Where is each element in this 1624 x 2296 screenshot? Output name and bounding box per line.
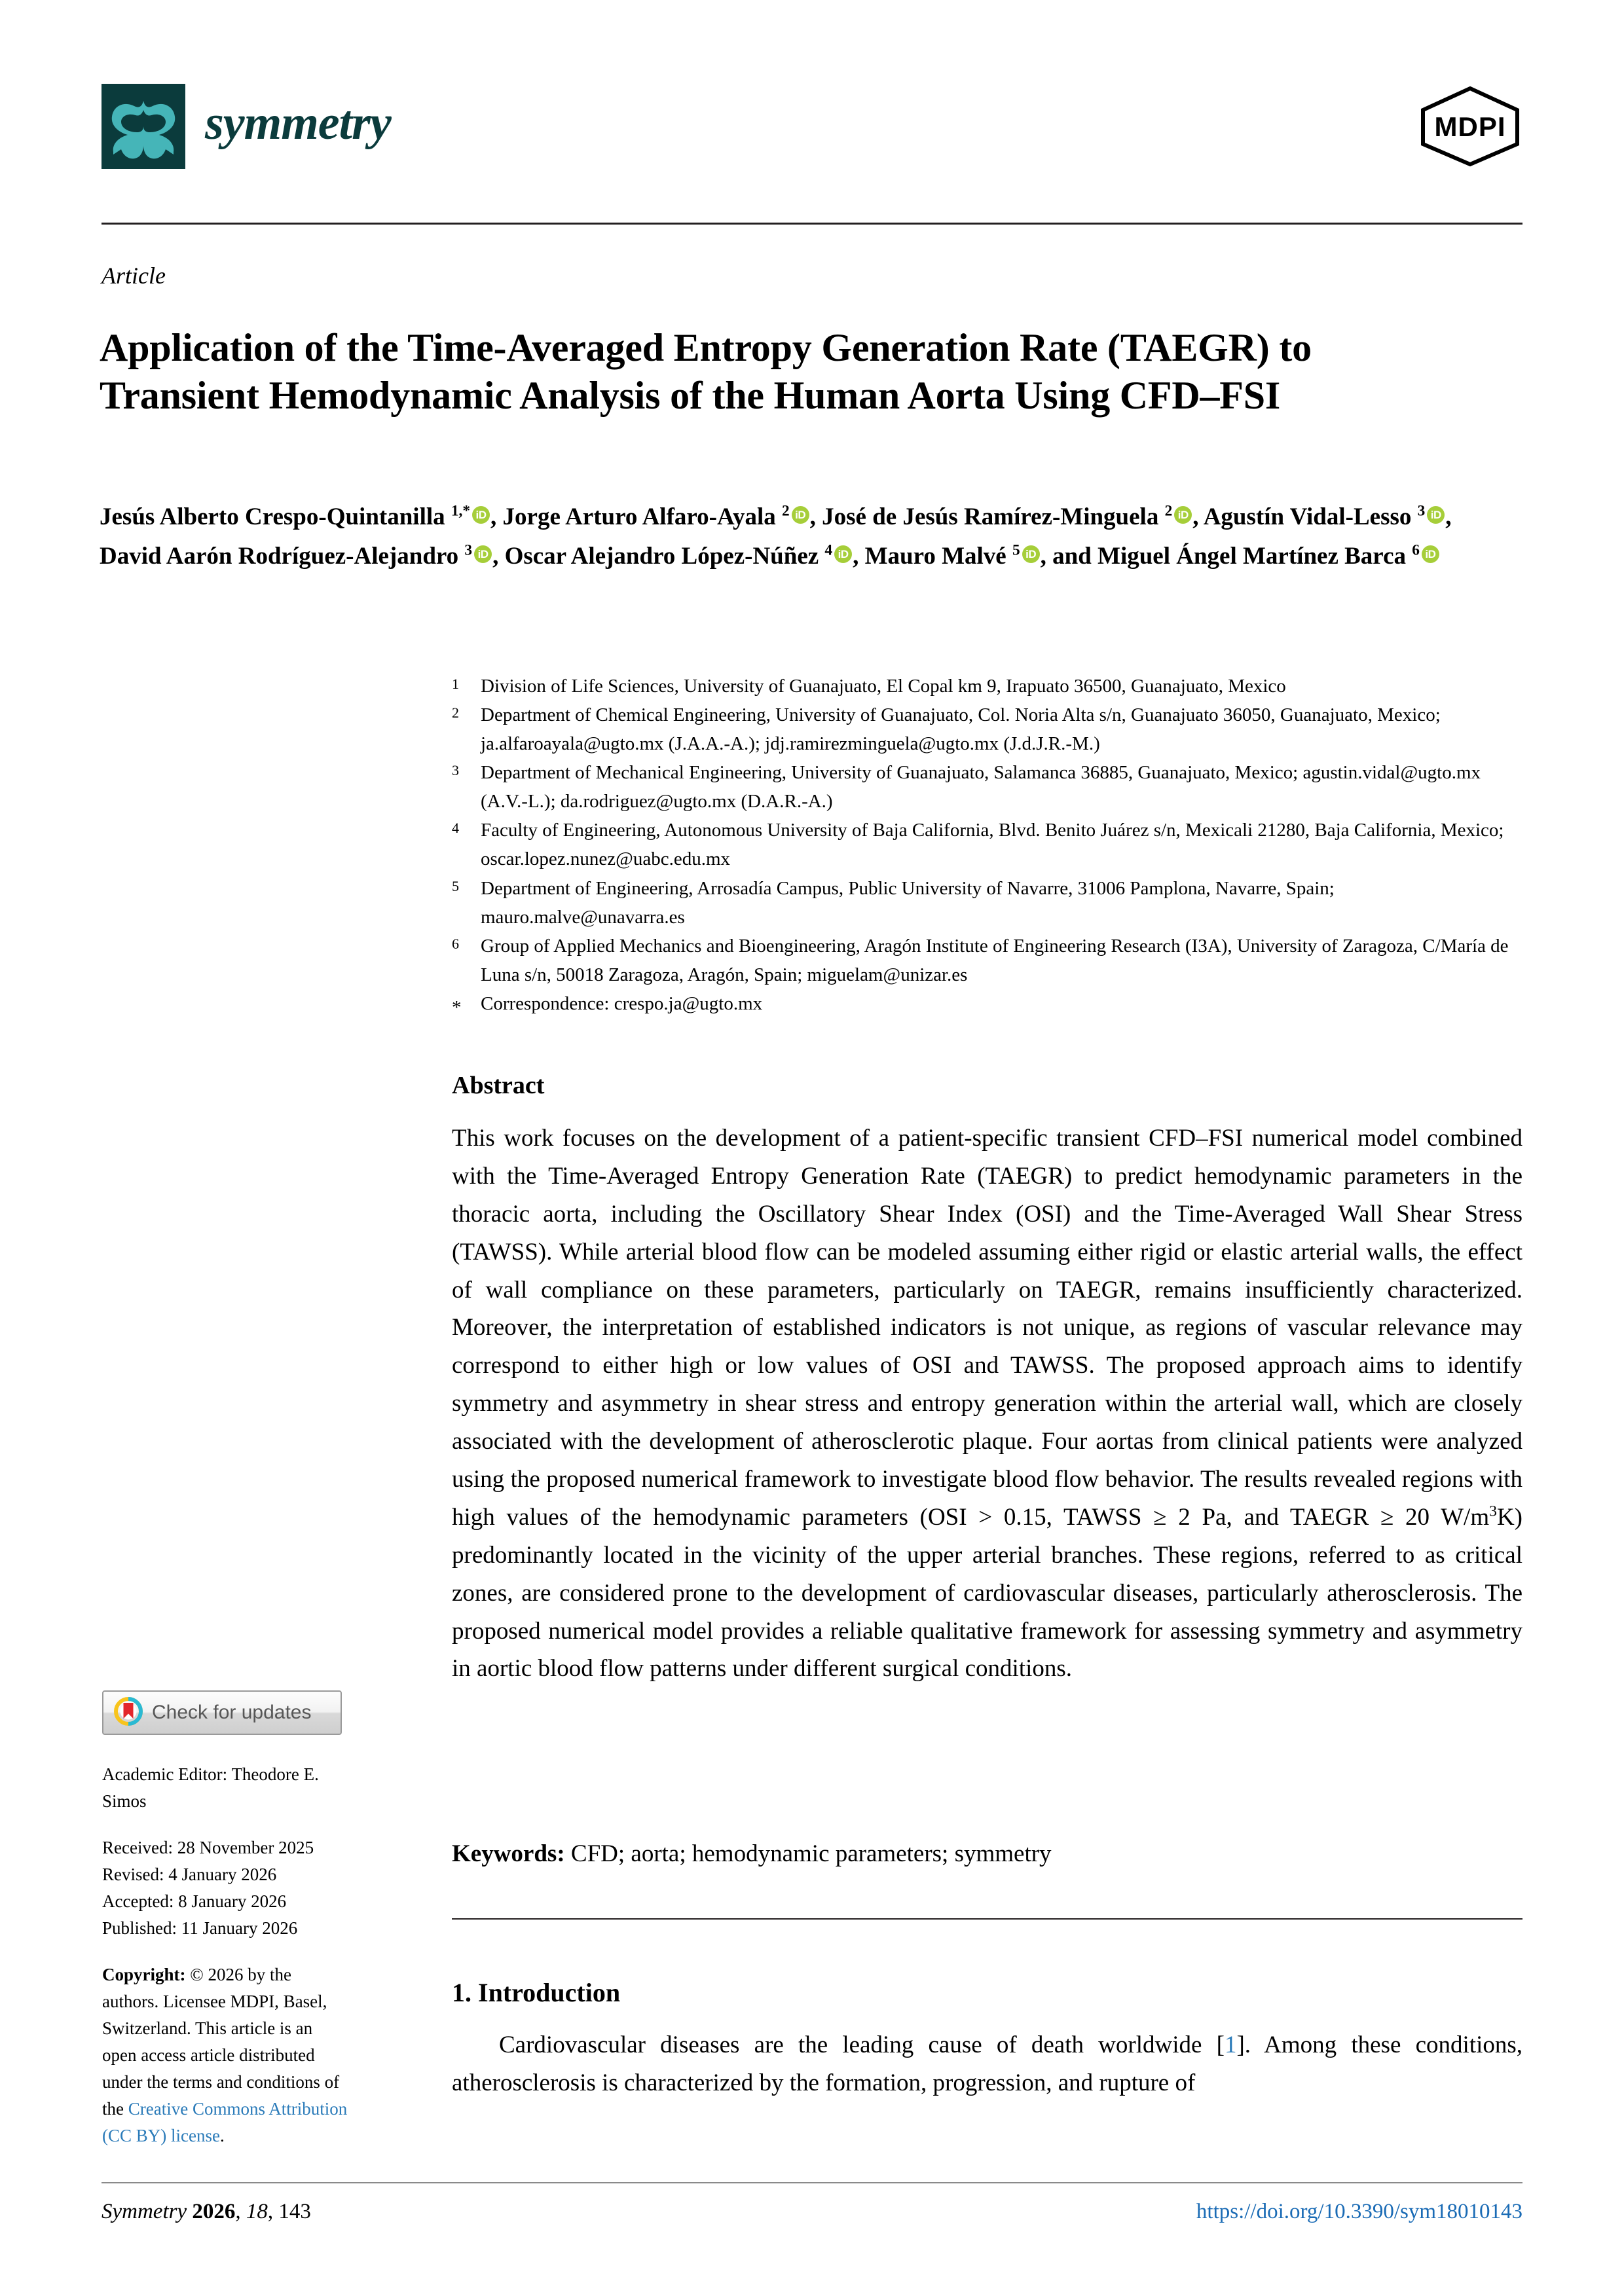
affiliation-marker: 5 bbox=[452, 877, 459, 894]
author-affiliation-marker: 3 bbox=[464, 541, 473, 559]
affiliation-text: Department of Mechanical Engineering, University of Guanajuato, Salamanca 36885, Guanajuato, Mexico; agustin.vidal@ugto.mx (A.V.-L.); da.rodriguez@ugto.mx (D.A.R.-A.) bbox=[481, 762, 1481, 812]
affiliation-list bbox=[452, 672, 1519, 1022]
footer-pages: , 143 bbox=[267, 2200, 311, 2223]
affiliation-item bbox=[452, 932, 1519, 989]
author-name: Agustín Vidal-Lesso bbox=[1203, 503, 1418, 530]
affiliation-marker: 4 bbox=[452, 820, 459, 837]
author-affiliation-marker: 6 bbox=[1412, 541, 1420, 559]
abstract-part-1: This work focuses on the development of a patient-specific transient CFD–FSI numerical model combined with the Time-Averaged Entropy Generation Rate (TAEGR) to predict hemodynamic parameters in the thoracic aorta, including the Oscillatory Shear Index (OSI) and the Time-Averaged Wall Shear Stress (TAWSS). While arterial blood flow can be modeled assuming either rigid or elastic arterial walls, the effect of wall compliance on these parameters, particularly on TAEGR, remains insufficiently characterized. Moreover, the interpretation of established indicators is not unique, as regions of vascular relevance may correspond to either high or low values of OSI and TAWSS. The proposed approach aims to identify symmetry and asymmetry in shear stress and entropy generation within the arterial wall, which are closely associated with the development of atherosclerotic plaque. Four aortas from clinical patients were analyzed using the proposed numerical framework to investigate blood flow behavior. The results revealed regions with high values of the hemodynamic parameters (OSI > 0.15, TAWSS ≥ 2 Pa, and TAEGR ≥ 20 W/m bbox=[452, 1125, 1522, 1531]
author-separator: , Oscar Alejandro López-Núñez bbox=[492, 542, 825, 570]
doi-link[interactable]: https://doi.org/10.3390/sym18010143 bbox=[1196, 2200, 1522, 2223]
journal-name: symmetry bbox=[205, 96, 391, 150]
symmetry-butterfly-icon bbox=[101, 84, 185, 169]
orcid-icon[interactable]: iD bbox=[1422, 545, 1439, 563]
masthead bbox=[101, 84, 1522, 169]
author-list bbox=[100, 498, 1514, 576]
author-separator: , David Aarón Rodríguez-Alejandro bbox=[100, 503, 1452, 570]
orcid-icon[interactable]: iD bbox=[834, 545, 852, 563]
author-separator: , Mauro Malvé bbox=[853, 542, 1012, 570]
author-affiliation-marker: 4 bbox=[824, 541, 833, 559]
cc-license-link[interactable]: Creative Commons Attribution (CC BY) license bbox=[102, 2099, 348, 2146]
article-metadata bbox=[102, 1761, 351, 2149]
revised-date: Revised: 4 January 2026 bbox=[102, 1865, 277, 1885]
affiliation-marker: 3 bbox=[452, 762, 459, 779]
affiliation-text: Department of Engineering, Arrosadía Campus, Public University of Navarre, 31006 Pamplona, Navarre, Spain; mauro.malve@unavarra.es bbox=[481, 877, 1335, 928]
keywords-line bbox=[452, 1840, 1522, 1868]
author-affiliation-marker: 1,* bbox=[451, 502, 471, 520]
check-for-updates-button[interactable] bbox=[102, 1690, 342, 1735]
footer-journal: Symmetry bbox=[101, 2200, 187, 2223]
author-name: and Miguel Ángel Martínez Barca bbox=[1052, 542, 1412, 570]
abstract-superscript: 3 bbox=[1489, 1503, 1497, 1520]
author-separator: , José de Jesús Ramírez-Minguela bbox=[809, 503, 1165, 530]
copyright-tail: . bbox=[219, 2126, 225, 2146]
header-divider bbox=[101, 223, 1522, 225]
mdpi-logo-icon[interactable] bbox=[1418, 85, 1522, 168]
citation-link[interactable]: 1 bbox=[1224, 2032, 1237, 2058]
affiliation-item bbox=[452, 701, 1519, 758]
abstract-heading: Abstract bbox=[452, 1072, 545, 1099]
published-date: Published: 11 January 2026 bbox=[102, 1918, 298, 1939]
affiliation-text: Faculty of Engineering, Autonomous University of Baja California, Blvd. Benito Juárez s/n, Mexicali 21280, Baja California, Mexico; oscar.lopez.nunez@uabc.edu.mx bbox=[481, 820, 1504, 870]
abstract-divider bbox=[452, 1918, 1522, 1920]
author-affiliation-marker: 2 bbox=[1164, 502, 1173, 520]
copyright-text: © 2026 by the authors. Licensee MDPI, Basel, Switzerland. This article is an open access article distributed under the terms and conditions of the bbox=[102, 1965, 340, 2119]
crossmark-icon bbox=[114, 1697, 143, 1729]
publication-dates bbox=[102, 1834, 351, 1942]
correspondence-text: Correspondence: crespo.ja@ugto.mx bbox=[481, 993, 763, 1014]
author-affiliation-marker: 3 bbox=[1417, 502, 1426, 520]
author-separator: , bbox=[1040, 542, 1046, 570]
keywords-values: CFD; aorta; hemodynamic parameters; symmetry bbox=[564, 1840, 1052, 1867]
author-separator: , Jorge Arturo Alfaro-Ayala bbox=[490, 503, 782, 530]
author-affiliation-marker: 5 bbox=[1012, 541, 1020, 559]
copyright-notice bbox=[102, 1961, 351, 2149]
author-affiliation-marker: 2 bbox=[782, 502, 790, 520]
article-type-label: Article bbox=[101, 263, 166, 289]
check-for-updates-label: Check for updates bbox=[152, 1702, 312, 1723]
abstract-text bbox=[452, 1120, 1522, 1688]
affiliation-marker: 2 bbox=[452, 704, 459, 721]
copyright-label: Copyright: bbox=[102, 1965, 186, 1985]
correspondence-item bbox=[452, 989, 1519, 1022]
section-heading-introduction: 1. Introduction bbox=[452, 1978, 621, 2007]
paragraph-part-b: ]. Among these conditions, atherosclerosis is characterized by the formation, progression, and rupture of bbox=[452, 2032, 1522, 2096]
orcid-icon[interactable]: iD bbox=[474, 545, 492, 563]
keywords-label: Keywords: bbox=[452, 1840, 565, 1867]
affiliation-item bbox=[452, 816, 1519, 873]
journal-logo[interactable] bbox=[101, 84, 391, 169]
affiliation-marker: 6 bbox=[452, 935, 459, 952]
page-title: Application of the Time-Averaged Entropy Generation Rate (TAEGR) to Transient Hemodynamic Analysis of the Human Aorta Using CFD–FSI bbox=[100, 326, 1312, 417]
received-date: Received: 28 November 2025 bbox=[102, 1838, 314, 1858]
affiliation-item bbox=[452, 672, 1519, 701]
orcid-icon[interactable]: iD bbox=[472, 506, 490, 524]
section-paragraph bbox=[452, 2026, 1522, 2102]
affiliation-item bbox=[452, 874, 1519, 932]
affiliation-text: Division of Life Sciences, University of Guanajuato, El Copal km 9, Irapuato 36500, Guanajuato, Mexico bbox=[481, 676, 1286, 697]
accepted-date: Accepted: 8 January 2026 bbox=[102, 1891, 287, 1912]
correspondence-marker: * bbox=[452, 996, 462, 1018]
footer-year: 2026 bbox=[187, 2200, 236, 2223]
paragraph-part-a: Cardiovascular diseases are the leading cause of death worldwide [ bbox=[499, 2032, 1225, 2058]
footer-volume: , 18 bbox=[235, 2200, 268, 2223]
abstract-part-2: K) predominantly located in the vicinity of the upper arterial branches. These regions, referred to as critical zones, are considered prone to the development of cardiovascular diseases, particularly atherosclerosis. The proposed numerical model provides a reliable qualitative framework for assessing symmetry and asymmetry in aortic blood flow patterns under different surgical conditions. bbox=[452, 1503, 1522, 1683]
svg-text:MDPI: MDPI bbox=[1434, 111, 1506, 142]
academic-editor: Academic Editor: Theodore E. Simos bbox=[102, 1764, 319, 1812]
author-separator: , bbox=[1192, 503, 1199, 530]
footer-divider bbox=[101, 2182, 1522, 2183]
orcid-icon[interactable]: iD bbox=[1174, 506, 1192, 524]
footer-citation bbox=[101, 2200, 311, 2224]
orcid-icon[interactable]: iD bbox=[1022, 545, 1040, 563]
affiliation-text: Department of Chemical Engineering, University of Guanajuato, Col. Noria Alta s/n, Guanajuato 36050, Guanajuato, Mexico; ja.alfaroayala@ugto.mx (J.A.A.-A.); jdj.ramirezminguela@ugto.mx (J.d.J.R.-M.) bbox=[481, 704, 1441, 755]
orcid-icon[interactable]: iD bbox=[792, 506, 809, 524]
orcid-icon[interactable]: iD bbox=[1427, 506, 1445, 524]
affiliation-marker: 1 bbox=[452, 676, 459, 692]
author-name: Jesús Alberto Crespo-Quintanilla bbox=[100, 503, 451, 530]
affiliation-text: Group of Applied Mechanics and Bioengineering, Aragón Institute of Engineering Research (I3A), University of Zaragoza, C/María de Luna s/n, 50018 Zaragoza, Aragón, Spain; miguelam@unizar.es bbox=[481, 935, 1509, 985]
affiliation-item bbox=[452, 758, 1519, 816]
